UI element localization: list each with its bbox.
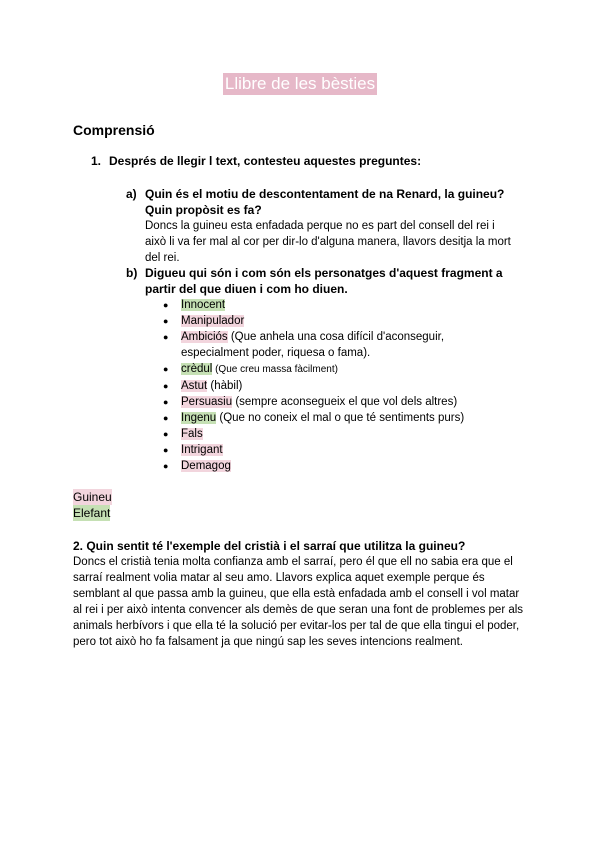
trait-word: Fals bbox=[181, 428, 203, 440]
bullet-icon: ● bbox=[163, 461, 169, 471]
bullet-icon: ● bbox=[163, 413, 169, 423]
trait-note: (sempre aconsegueix el que vol dels altres) bbox=[232, 396, 458, 408]
bullet-icon: ● bbox=[163, 316, 169, 326]
bullet-icon: ● bbox=[163, 381, 169, 391]
legend-guineu: Guineu bbox=[73, 490, 112, 504]
bullet-icon: ● bbox=[163, 364, 169, 374]
sub-question-b-text: Digueu qui són i com són els personatges d'aquest fragment a partir del que diuen i com ho diuen. bbox=[145, 266, 503, 296]
trait-word: Persuasiu bbox=[181, 396, 233, 408]
question-2-answer: Doncs el cristià tenia molta confianza amb el sarraí, pero él que ell no sabia era que el sarraí realment volia matar al seu amo. Llavors explica aquet exemple perque és semblant al que passa amb la guineu, que ella està enfadada amb el consell i vol matar al rei i per això intenta convencer als demès de que seran una font de problemes per als animals herbívors i que ella té la solució per evitar-los per tal de que ella tingui el poder, pero tot això ho fa falsament ja que ningú sap les seves intencions realment. bbox=[73, 556, 524, 648]
sub-question-a-label: a) bbox=[126, 187, 137, 201]
sub-question-a-text: Quin és el motiu de descontentament de na Renard, la guineu? Quin propòsit es fa? bbox=[145, 187, 505, 217]
trait-note: (Que creu massa fàcilment) bbox=[212, 364, 338, 375]
trait-note: (hàbil) bbox=[207, 380, 243, 392]
legend-elefant: Elefant bbox=[73, 506, 111, 520]
bullet-icon: ● bbox=[163, 397, 169, 407]
trait-word: Astut bbox=[181, 380, 208, 392]
trait-item bbox=[163, 297, 503, 313]
trait-word: Ingenu bbox=[181, 412, 217, 424]
bullet-icon: ● bbox=[163, 300, 169, 310]
question-1-text: Després de llegir l text, contesteu aquestes preguntes: bbox=[109, 154, 422, 168]
trait-word: Ambiciós bbox=[181, 331, 228, 343]
title-wrapper bbox=[0, 73, 600, 95]
question-1 bbox=[91, 153, 421, 169]
bullet-icon: ● bbox=[163, 429, 169, 439]
section-heading: Comprensió bbox=[73, 122, 155, 138]
sub-question-b bbox=[126, 265, 516, 297]
bullet-icon: ● bbox=[163, 332, 169, 342]
sub-question-a bbox=[126, 186, 516, 266]
trait-item bbox=[163, 378, 503, 394]
trait-item bbox=[163, 394, 503, 410]
bullet-icon: ● bbox=[163, 445, 169, 455]
trait-note: (Que anhela una cosa difícil d'aconseguir, especialment poder, riquesa o fama). bbox=[181, 331, 445, 359]
document-title: Llibre de les bèsties bbox=[224, 74, 376, 93]
trait-item bbox=[163, 313, 503, 329]
trait-item bbox=[163, 361, 503, 378]
trait-word: Innocent bbox=[181, 299, 226, 311]
trait-note: (Que no coneix el mal o que té sentiments purs) bbox=[216, 412, 465, 424]
trait-word: Intrigant bbox=[181, 444, 223, 456]
trait-list bbox=[163, 297, 503, 474]
question-2-text: 2. Quin sentit té l'exemple del cristià i el sarraí que utilitza la guineu? bbox=[73, 539, 466, 553]
trait-item bbox=[163, 458, 503, 474]
trait-item bbox=[163, 410, 503, 426]
sub-question-a-answer: Doncs la guineu esta enfadada perque no es part del consell del rei i això li va fer mal al cor per dir-lo d'alguna manera, llavors desitja la mort del rei. bbox=[145, 220, 511, 264]
trait-word: crèdul bbox=[181, 363, 213, 375]
trait-item bbox=[163, 329, 503, 361]
trait-item bbox=[163, 442, 503, 458]
trait-word: Manipulador bbox=[181, 315, 245, 327]
trait-item bbox=[163, 426, 503, 442]
trait-word: Demagog bbox=[181, 460, 231, 472]
question-2 bbox=[73, 538, 528, 650]
sub-question-b-label: b) bbox=[126, 266, 138, 280]
character-legend bbox=[73, 489, 112, 521]
question-1-number: 1. bbox=[91, 154, 102, 168]
